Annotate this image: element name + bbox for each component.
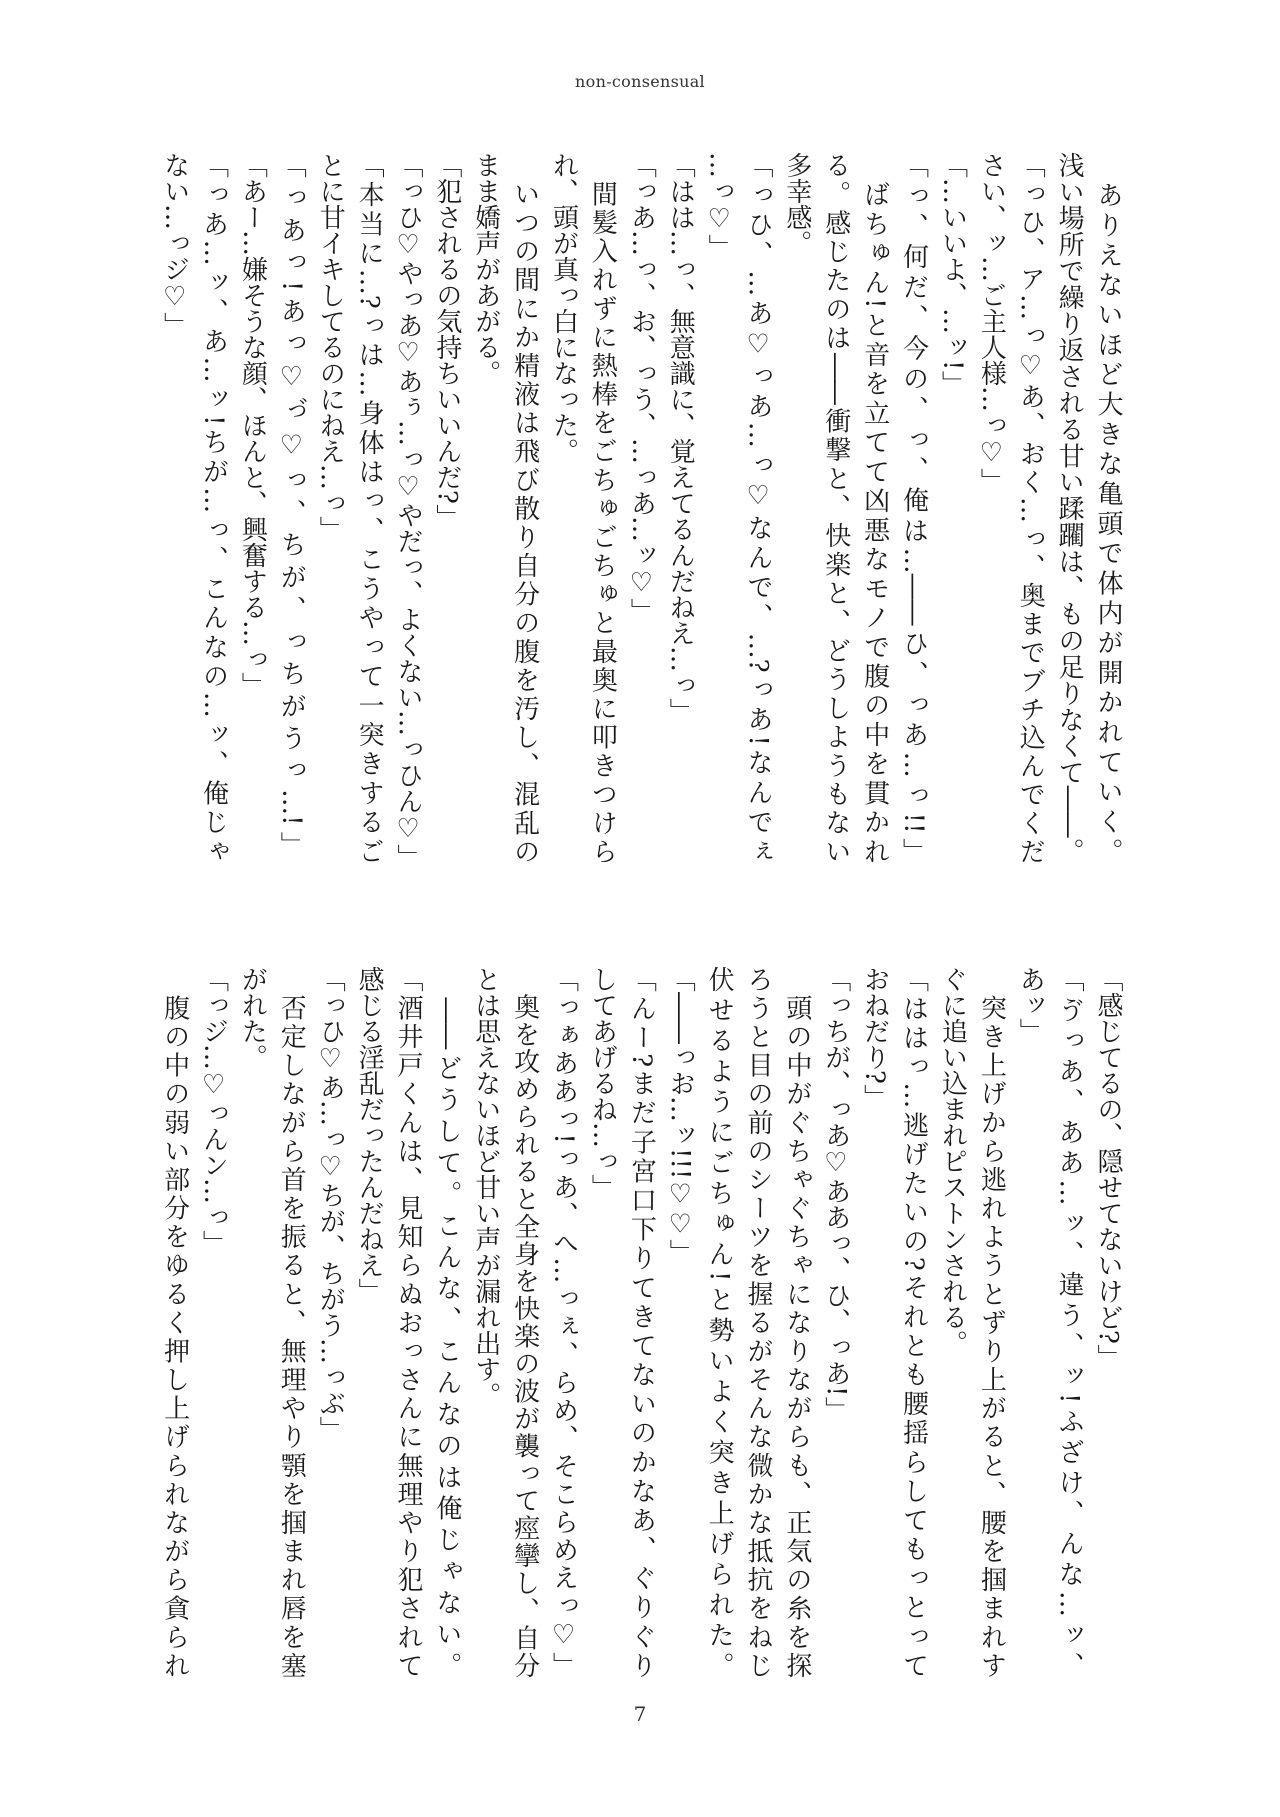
text-line: 「酒井戸くんは、見知らぬおっさんに無理やり犯されて: [392, 966, 423, 1678]
text-line: 「んー?まだ子宮口下りてきてないのかなあ、ぐりぐり: [626, 966, 657, 1678]
text-line: 「――っお…ッ!!!♡♡」: [665, 966, 696, 1266]
text-line: 「あー…嫌そうな顔、ほんと、興奮する…っ」: [237, 152, 268, 698]
text-line: 「ははっ…逃げたいの?それとも腰揺らしてもっとって: [898, 966, 929, 1678]
text-line: 「っぁああっ!っあ、へ…っぇ、らめ、そこらめえっ♡」: [548, 966, 579, 1678]
text-line: 否定しながら首を振ると、無理やり顎を掴まれ唇を塞: [276, 966, 307, 1678]
text-line: とは思えないほど甘い声が漏れ出す。: [470, 966, 501, 1408]
text-line: れ、頭が真っ白になった。: [548, 152, 579, 464]
text-line: 「っひ♡やっあ♡あぅ…っ♡やだっ、よくない…っひん♡」: [392, 152, 423, 870]
text-line: ――どうして。こんな、こんなのは俺じゃない。: [431, 966, 462, 1678]
text-line: 突き上げから逃れようとずり上がると、腰を掴まれす: [976, 966, 1007, 1678]
text-line: がれた。: [237, 966, 268, 1070]
text-line: 感じる淫乱だったんだねえ」: [354, 966, 385, 1304]
text-line: してあげるね…っ」: [587, 966, 618, 1200]
text-line: おねだり?」: [859, 966, 890, 1110]
text-line: 「っあっ!あっ♡っ゙♡っ、ちが、っちがうっ…!」: [276, 152, 307, 864]
text-line: 「っひ♡あ…っ♡ちが、ちがう…っぶ」: [315, 966, 346, 1442]
running-header: non-consensual: [575, 72, 705, 91]
text-line: 「っちが、っあ♡ああっ、ひ、っあ!」: [820, 966, 851, 1423]
text-line: 浅い場所で繰り返される甘い蹂躙は、もの足りなくて――。: [1054, 152, 1085, 864]
text-line: 「感じてるの、隠せてないけど?」: [1093, 966, 1123, 1370]
text-line: ばちゅん!と音を立てて凶悪なモノで腹の中を貫かれ: [859, 152, 890, 864]
text-line: 「っ、何だ、今の、っ、俺は…――ひ、っあ…っ!!」: [898, 152, 929, 864]
text-line: 腹の中の弱い部分をゆるく押し上げられながら貪られ: [159, 966, 190, 1678]
text-line: 頭の中がぐちゃぐちゃになりながらも、正気の糸を探: [781, 966, 812, 1678]
text-line: 「っあ…っ、お、っう、…っあ…ッ♡」: [626, 152, 657, 624]
text-block-lower: [154, 966, 1127, 1678]
text-line: さい、ッ…ご主人様…っ♡」: [976, 152, 1007, 494]
text-line: 奥を攻められると全身を快楽の波が襲って痙攣し、自分: [509, 966, 540, 1679]
text-line: 「本当に…?っは…身体はっ、こうやって一突きするご: [354, 152, 385, 864]
text-line: 間髪入れずに熱棒をごちゅごちゅと最奥に叩きつけら: [587, 152, 618, 864]
text-line: 「はは…っ、無意識に、覚えてるんだねえ…っ」: [665, 152, 696, 724]
page-number: 7: [633, 1702, 647, 1726]
text-line: 「ゔっあ、ああ…ッ、違う、ッ!ふざけ、んな…ッ、: [1054, 966, 1085, 1678]
text-line: いつの間にか精液は飛び散り自分の腹を汚し、混乱の: [509, 152, 540, 864]
text-line: 多幸感。: [781, 152, 812, 256]
text-line: とに甘イキしてるのにねえ…っ」: [315, 152, 346, 542]
text-line: ろうと目の前のシーツを握るがそんな微かな抵抗をねじ: [742, 966, 773, 1678]
text-line: ありえないほど大きな亀頭で体内が開かれていく。: [1093, 152, 1123, 864]
text-line: 「っひ、…あ♡っあ…っ♡なんで、…?っあ!なんでぇ: [742, 152, 773, 864]
text-line: 「…いいよ、…ッ!」: [937, 152, 968, 397]
text-line: あッ」: [1015, 966, 1046, 1044]
text-line: 伏せるようにごちゅん!と勢いよく突き上げられた。: [704, 966, 735, 1678]
text-line: ない…っジ♡」: [159, 152, 190, 338]
text-line: ぐに追い込まれピストンされる。: [937, 966, 968, 1356]
text-line: 「っあ…ッ、あ…ッ!ちが…っ、こんなの…ッ、俺じゃ: [198, 152, 229, 864]
text-line: 「犯されるの気持ちいいんだ?」: [431, 152, 462, 530]
text-line: …っ♡」: [704, 152, 735, 260]
text-line: 「っジ…♡っんン…っ」: [198, 966, 229, 1256]
text-line: る。感じたのは――衝撃と、快楽と、どうしようもない: [820, 152, 851, 864]
text-block-upper: [154, 152, 1127, 870]
text-line: まま嬌声があがる。: [470, 152, 501, 386]
text-line: 「っひ、ア…っ♡あ、おく…っ、奥までブチ込んでくだ: [1015, 152, 1046, 864]
